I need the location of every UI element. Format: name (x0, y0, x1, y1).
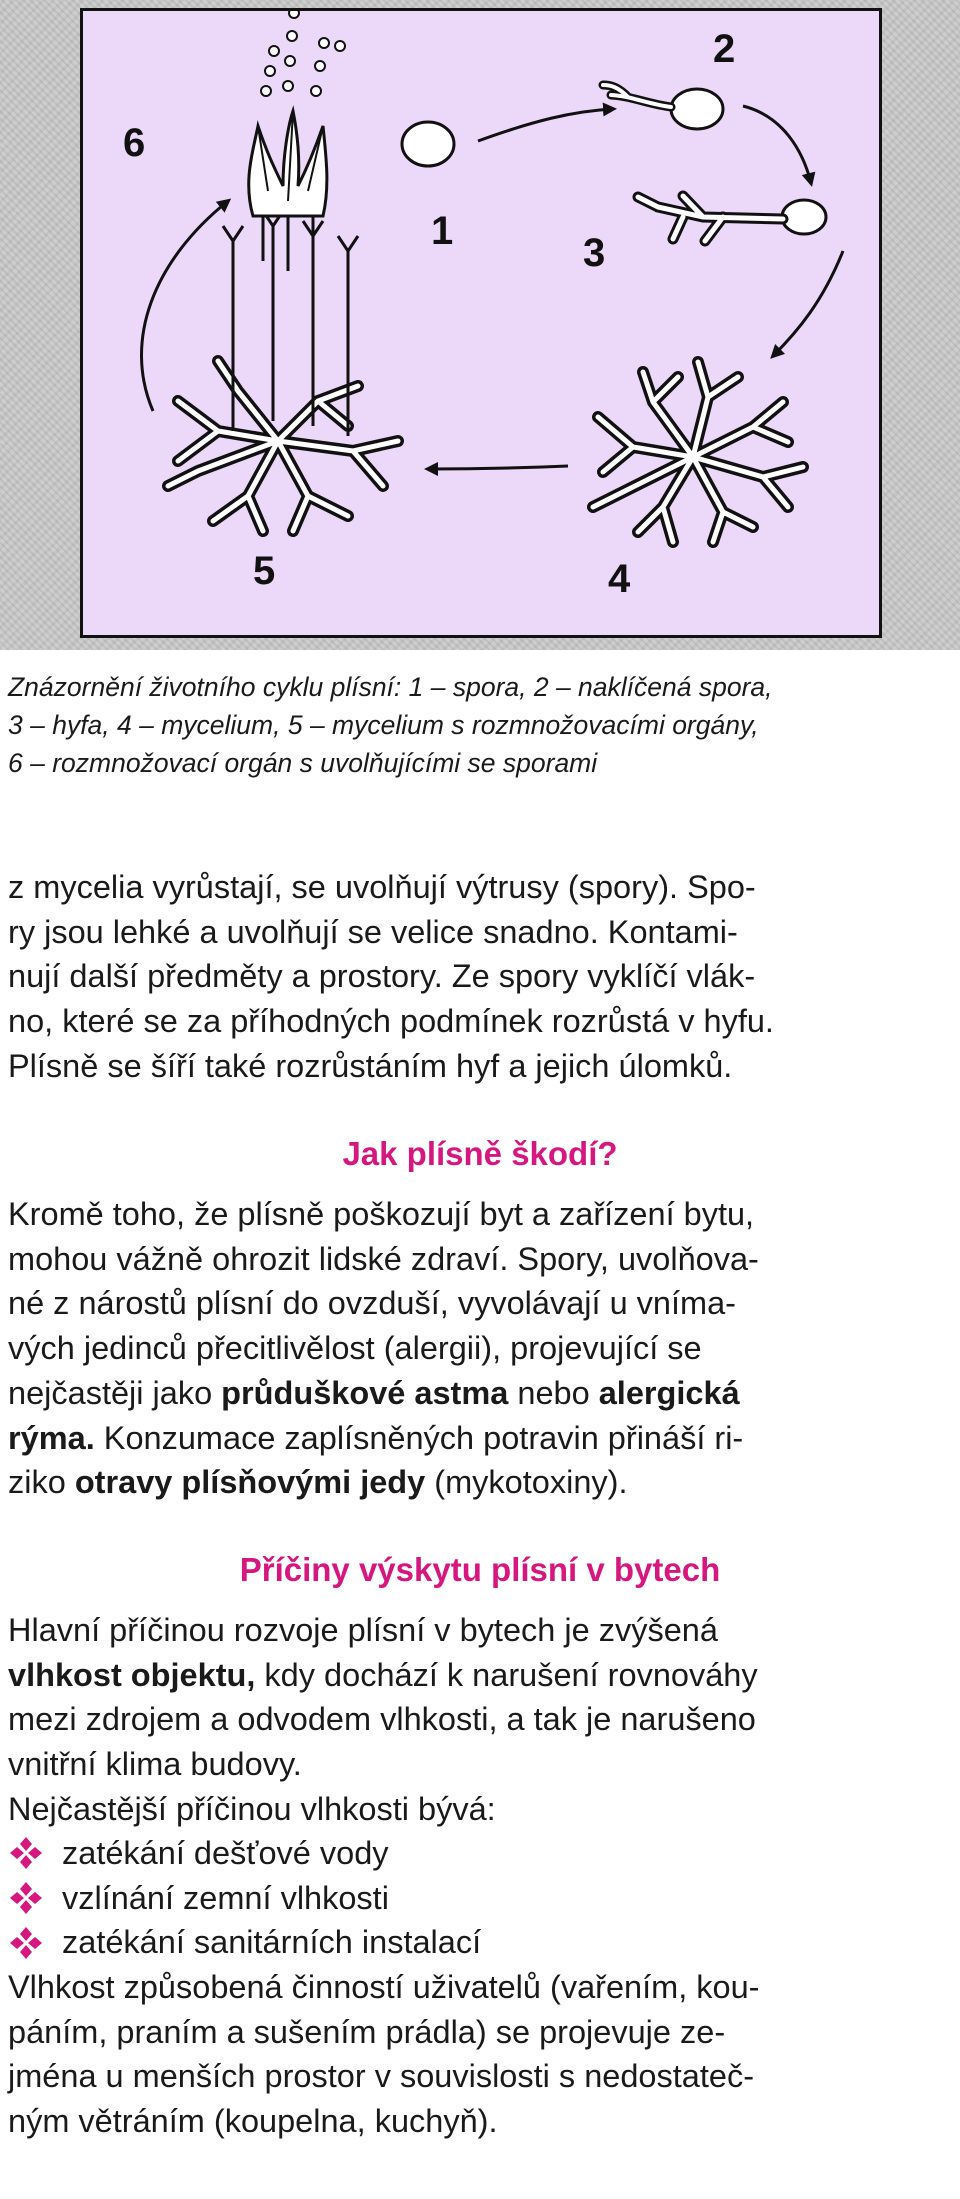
text-run: ziko (8, 1464, 75, 1501)
paragraph-causes (8, 1608, 952, 1832)
four-diamond-bullet-icon (8, 1835, 44, 1871)
germinated-spore-shape (603, 85, 723, 129)
text-line: páním, praním a sušením prádla) se projevuje ze- (8, 2013, 726, 2050)
mold-life-cycle-diagram (80, 8, 882, 638)
text-line: vých jedinců přecitlivělost (alergii), projevující se (8, 1330, 702, 1367)
label-mycelium-with-organs: 5 (253, 549, 276, 593)
arrow-4-to-5 (428, 466, 568, 469)
paragraph-user-humidity (8, 1965, 952, 2144)
list-item-text: vzlínání zemní vlhkosti (62, 1879, 389, 1916)
text-line (8, 1653, 952, 1698)
text-run: (mykotoxiny). (425, 1464, 628, 1501)
figure-caption (8, 668, 954, 782)
list-item-text: zatékání sanitárních instalací (62, 1924, 482, 1961)
spore-shape (402, 122, 454, 166)
paragraph-harm (8, 1192, 952, 1505)
arrow-2-to-3 (743, 106, 811, 183)
text-line: Vlhkost způsobená činností uživatelů (vařením, kou- (8, 1969, 760, 2005)
arrow-5-to-6 (142, 201, 228, 411)
text-line: mohou vážně ohrozit lidské zdraví. Spory, uvolňova- (8, 1240, 759, 1277)
text-line: z mycelia vyrůstají, se uvolňují výtrusy (spory). Spo- (8, 869, 756, 905)
text-run: kdy dochází k narušení rovnováhy (255, 1656, 758, 1693)
text-line: Hlavní příčinou rozvoje plísní v bytech je zvýšená (8, 1612, 718, 1648)
cause-list (8, 1831, 952, 1965)
text-line: nují další předměty a prostory. Ze spory vyklíčí vlák- (8, 958, 756, 995)
text-line: no, které se za příhodných podmínek rozrůstá v hyfu. (8, 1003, 774, 1040)
figure-area (0, 0, 960, 650)
text-line: ry jsou lehké a uvolňují se velice snadno. Kontami- (8, 913, 738, 950)
list-item (8, 1920, 952, 1965)
sporangium-shape (249, 11, 345, 271)
section-heading-harm: Jak plísně škodí? (342, 1135, 618, 1172)
paragraph-spread (8, 865, 952, 1089)
life-cycle-illustration (83, 11, 879, 635)
text-line: Plísně se šíří také rozrůstáním hyf a jejich úlomků. (8, 1047, 733, 1084)
arrow-3-to-4 (773, 251, 843, 356)
text-run: nebo (508, 1374, 599, 1411)
hypha-shape (638, 196, 826, 241)
text-run: Konzumace zaplísněných potravin přináší ri- (94, 1419, 744, 1456)
section-heading-causes: Příčiny výskytu plísní v bytech (239, 1551, 721, 1588)
text-run: nejčastěji jako (8, 1374, 222, 1411)
label-hypha: 3 (583, 231, 606, 275)
text-line: mezi zdrojem a odvodem vlhkosti, a tak je narušeno (8, 1701, 756, 1738)
caption-line: 6 – rozmnožovací orgán s uvolňujícími se sporami (8, 748, 598, 778)
list-item (8, 1831, 952, 1876)
text-line (8, 1416, 952, 1461)
bold-term-asthma: průduškové astma (221, 1374, 509, 1411)
four-diamond-bullet-icon (8, 1880, 44, 1916)
caption-line: 3 – hyfa, 4 – mycelium, 5 – mycelium s rozmnožovacími orgány, (8, 710, 759, 740)
text-line: ným větráním (koupelna, kuchyň). (8, 2103, 498, 2140)
label-spore: 1 (431, 209, 454, 253)
mycelium-with-reproductive-organs-shape (168, 211, 398, 531)
label-mycelium: 4 (608, 557, 631, 601)
text-line (8, 1371, 952, 1416)
bold-term-allergic: alergická (598, 1374, 740, 1411)
text-line: né z nárostů plísní do ovzduší, vyvolávají u vníma- (8, 1285, 736, 1322)
text-line: Nejčastější příčinou vlhkosti bývá: (8, 1790, 496, 1827)
text-line: jména u menších prostor v souvislosti s nedostateč- (8, 2058, 755, 2095)
text-line (8, 1460, 952, 1505)
mycelium-shape (593, 362, 803, 542)
label-reproductive-organ: 6 (123, 121, 146, 165)
bold-term-rhinitis: rýma. (8, 1419, 95, 1456)
text-line: Kromě toho, že plísně poškozují byt a zařízení bytu, (8, 1196, 755, 1232)
list-item (8, 1876, 952, 1921)
list-item-text: zatékání dešťové vody (62, 1835, 389, 1871)
label-germinated-spore: 2 (713, 27, 736, 71)
bold-term-mycotoxin-poisoning: otravy plísňovými jedy (74, 1464, 426, 1501)
caption-line: Znázornění životního cyklu plísní: 1 – spora, 2 – naklíčená spora, (8, 672, 773, 702)
arrow-1-to-2 (478, 109, 613, 141)
four-diamond-bullet-icon (8, 1925, 44, 1961)
bold-term-humidity: vlhkost objektu, (8, 1656, 256, 1693)
text-line: vnitřní klima budovy. (8, 1746, 302, 1783)
